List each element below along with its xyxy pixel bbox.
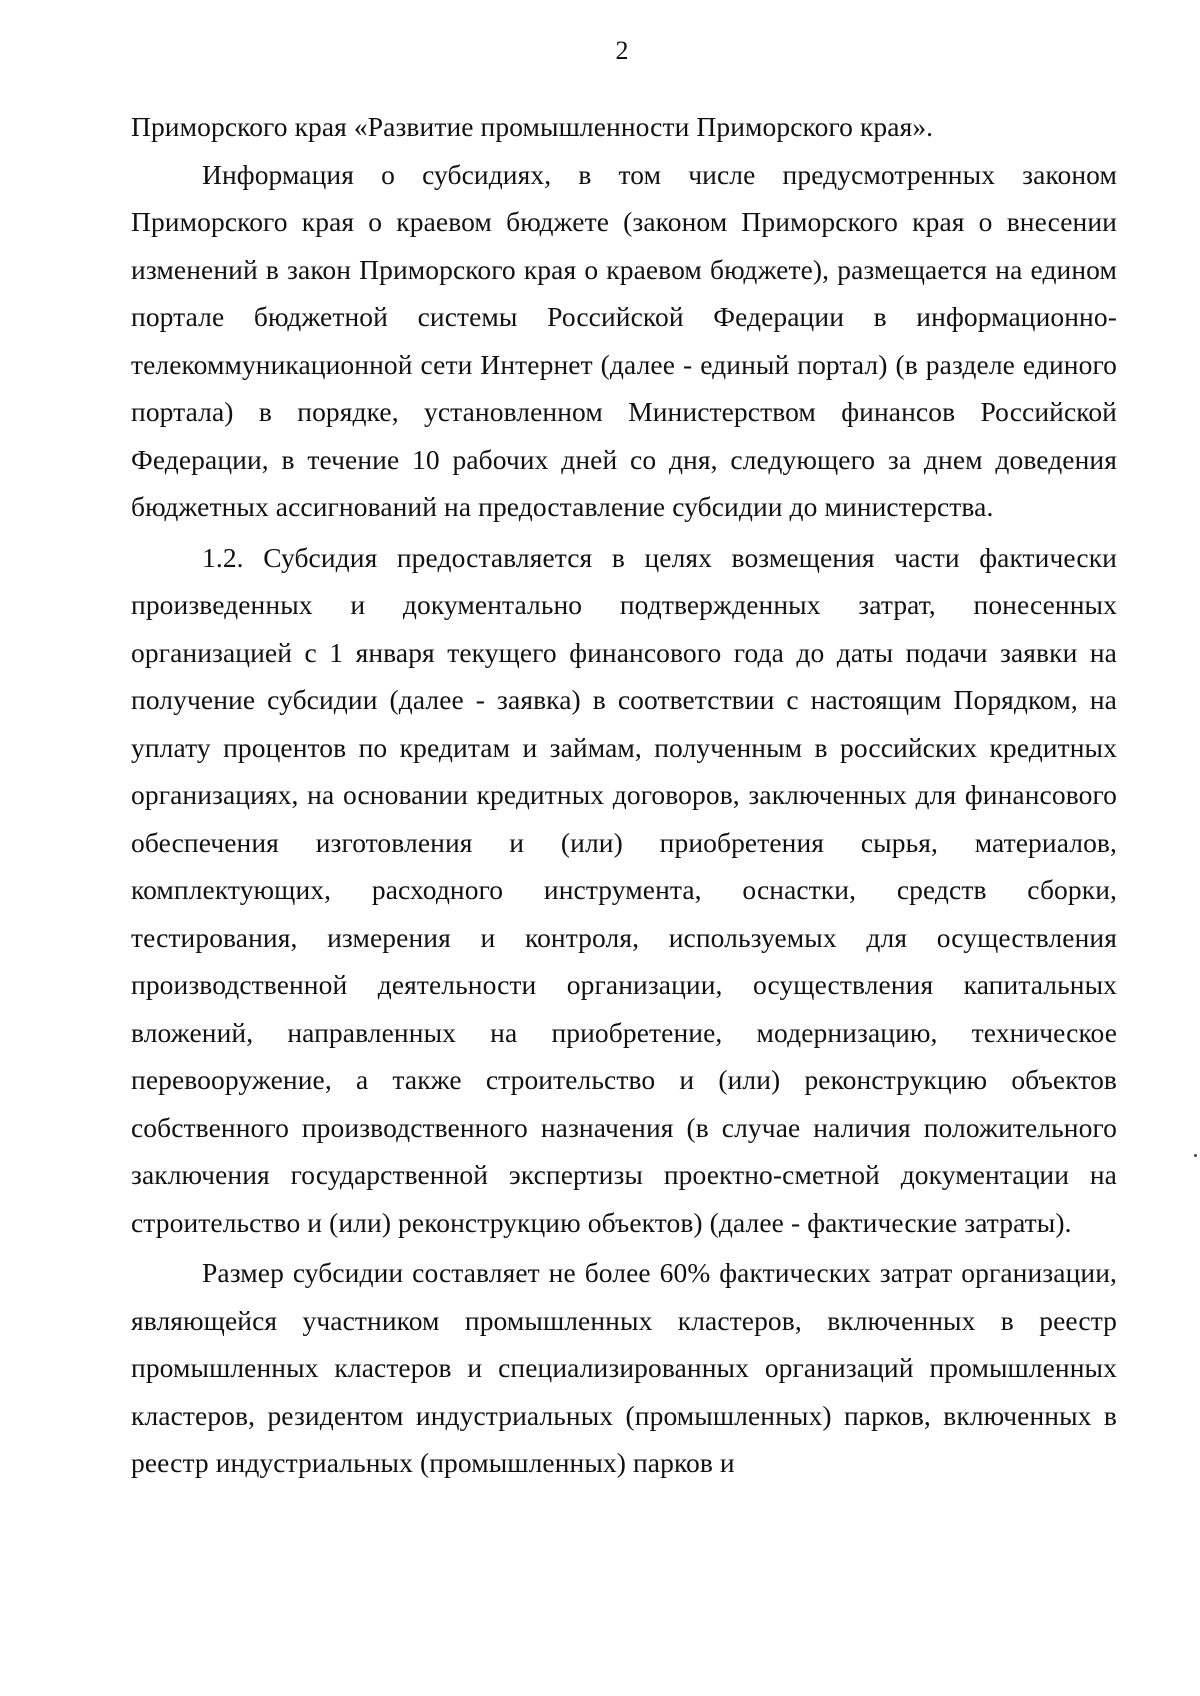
paragraph-subsidy-information: Информация о субсидиях, в том числе предусмотренных законом Приморского края о краевом бюджете (законом Приморского края о внесении изменений в закон Приморского края о краевом бюджете), размещается на едином портале бюджетной системы Российской Федерации в информационно-телекоммуникационной сети Интернет (далее - единый портал) (в разделе единого портала) в порядке, установленном Министерством финансов Российской Федерации, в течение 10 рабочих дней со дня, следующего за днем доведения бюджетных ассигнований на предоставление субсидии до министерства. — [131, 158, 1117, 522]
document-body — [131, 103, 1117, 1487]
paragraph-section-1-2: 1.2. Субсидия предоставляется в целях возмещения части фактически произведенных и документально подтвержденных затрат, понесенных организацией с 1 января текущего финансового года до даты подачи заявки на получение субсидии (далее - заявка) в соответствии с настоящим Порядком, на уплату процентов по кредитам и займам, полученным в российских кредитных организациях, на основании кредитных договоров, заключенных для финансового обеспечения изготовления и (или) приобретения сырья, материалов, комплектующих, расходного инструмента, оснастки, средств сборки, тестирования, измерения и контроля, используемых для осуществления производственной деятельности организации, осуществления капитальных вложений, направленных на приобретение, модернизацию, техническое перевооружение, а также строительство и (или) реконструкцию объектов собственного производственного назначения (в случае наличия положительного заключения государственной экспертизы проектно-сметной документации на строительство и (или) реконструкцию объектов) (далее - фактические затраты). — [131, 541, 1117, 1238]
paragraph-subsidy-amount: Размер субсидии составляет не более 60% фактических затрат организации, являющейся участником промышленных кластеров, включенных в реестр промышленных кластеров и специализированных организаций промышленных кластеров, резидентом индустриальных (промышленных) парков, включенных в реестр индустриальных (промышленных) парков и — [131, 1257, 1117, 1478]
page-number: 2 — [615, 36, 629, 65]
scan-speck — [1194, 1154, 1197, 1157]
paragraph-program-title-continuation: Приморского края «Развитие промышленности Приморского края». — [131, 111, 934, 142]
